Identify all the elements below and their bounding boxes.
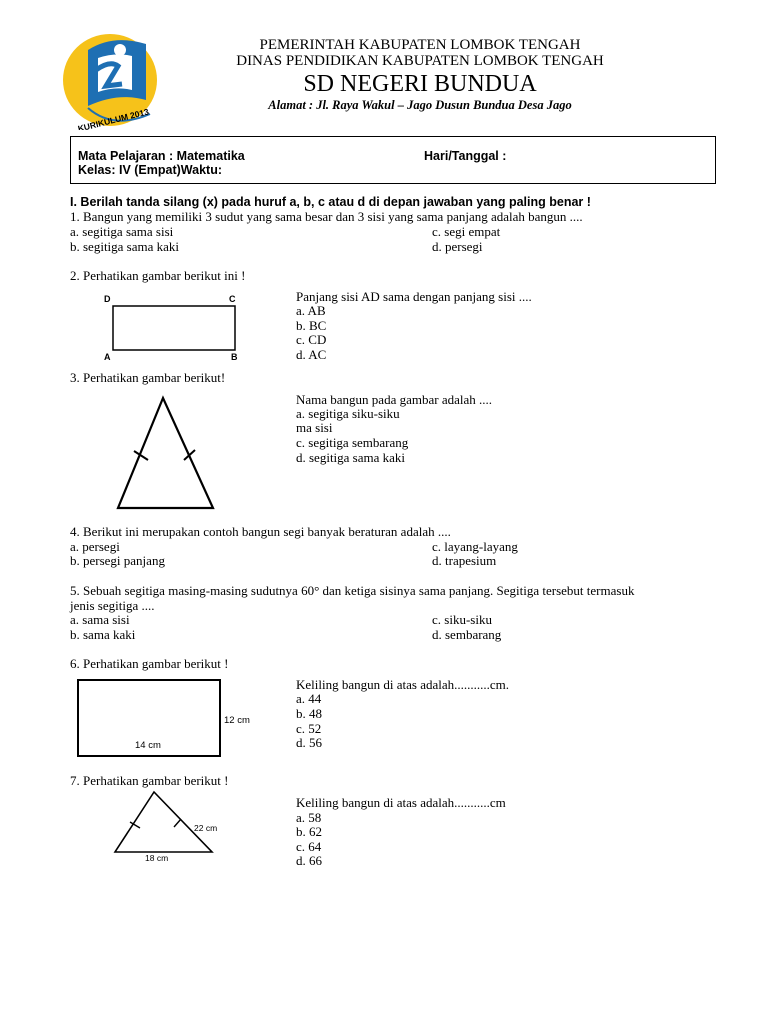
- q5-option-a: a. sama sisi: [70, 612, 130, 627]
- q2-prompt: Panjang sisi AD sama dengan panjang sisi ....: [296, 289, 532, 304]
- q2-option-a: a. AB: [296, 303, 326, 318]
- q7-side-label: 22 cm: [194, 823, 218, 833]
- q1-option-b: b. segitiga sama kaki: [70, 239, 180, 254]
- q7-option-b: b. 62: [296, 824, 322, 839]
- q6-option-d: d. 56: [296, 735, 322, 750]
- kurikulum-2013-logo: [58, 30, 160, 130]
- q7-option-c: c. 64: [296, 839, 322, 854]
- q3-option-b: ma sisi: [296, 420, 333, 435]
- q1-option-d: d. persegi: [432, 239, 483, 254]
- school-address: Alamat : Jl. Raya Wakul – Jago Dusun Bundua Desa Jago: [268, 98, 572, 112]
- q2-rectangle-figure: [100, 292, 250, 362]
- q3-option-d: d. segitiga sama kaki: [296, 450, 406, 465]
- day-date-label: Hari/Tanggal :: [424, 149, 507, 163]
- header-line-2: DINAS PENDIDIKAN KABUPATEN LOMBOK TENGAH: [236, 53, 604, 69]
- q5-option-c: c. siku-siku: [432, 612, 492, 627]
- q7-prompt: Keliling bangun di atas adalah...........cm: [296, 795, 506, 810]
- instruction: I. Berilah tanda silang (x) pada huruf a, b, c atau d di depan jawaban yang paling benar !: [70, 195, 591, 209]
- q6-width-label: 14 cm: [135, 740, 161, 751]
- q7-option-d: d. 66: [296, 853, 322, 868]
- q2-option-b: b. BC: [296, 318, 327, 333]
- q4-option-d: d. trapesium: [432, 553, 497, 568]
- q3-option-c: c. segitiga sembarang: [296, 435, 409, 450]
- q4-option-a: a. persegi: [70, 539, 120, 554]
- svg-text:KURIKULUM 2013: KURIKULUM 2013: [76, 106, 150, 130]
- q1-option-a: a. segitiga sama sisi: [70, 224, 174, 239]
- question-4: 4. Berikut ini merupakan contoh bangun segi banyak beraturan adalah ....: [70, 524, 451, 539]
- q7-option-a: a. 58: [296, 810, 322, 825]
- q6-height-label: 12 cm: [224, 715, 250, 726]
- q4-option-c: c. layang-layang: [432, 539, 518, 554]
- q1-option-c: c. segi empat: [432, 224, 501, 239]
- question-5-cont: jenis segitiga ....: [70, 598, 155, 613]
- q2-vertex-a: A: [104, 352, 111, 362]
- question-3: 3. Perhatikan gambar berikut!: [70, 370, 226, 385]
- q4-option-b: b. persegi panjang: [70, 553, 165, 568]
- question-5: 5. Sebuah segitiga masing-masing sudutnya 60° dan ketiga sisinya sama panjang. Segitiga tersebut termasuk: [70, 583, 635, 598]
- class-time-label: Kelas: IV (Empat)Waktu:: [78, 163, 223, 177]
- q2-option-d: d. AC: [296, 347, 327, 362]
- q6-prompt: Keliling bangun di atas adalah...........cm.: [296, 677, 510, 692]
- header-line-1: PEMERINTAH KABUPATEN LOMBOK TENGAH: [259, 37, 581, 53]
- q2-option-c: c. CD: [296, 332, 327, 347]
- q3-option-a: a. segitiga siku-siku: [296, 406, 400, 421]
- school-name: SD NEGERI BUNDUA: [303, 71, 537, 97]
- question-6: 6. Perhatikan gambar berikut !: [70, 656, 229, 671]
- question-1: 1. Bangun yang memiliki 3 sudut yang sama besar dan 3 sisi yang sama panjang adalah bangun ....: [70, 209, 583, 224]
- subject-label: Mata Pelajaran : Matematika: [78, 149, 245, 163]
- q5-option-b: b. sama kaki: [70, 627, 136, 642]
- q6-option-c: c. 52: [296, 721, 322, 736]
- q7-base-label: 18 cm: [145, 853, 169, 863]
- q6-option-a: a. 44: [296, 691, 322, 706]
- q6-option-b: b. 48: [296, 706, 322, 721]
- q2-vertex-c: C: [229, 294, 236, 304]
- q2-vertex-d: D: [104, 294, 111, 304]
- q3-prompt: Nama bangun pada gambar adalah ....: [296, 392, 493, 407]
- question-7: 7. Perhatikan gambar berikut !: [70, 773, 229, 788]
- q3-isosceles-triangle-figure: [110, 392, 220, 514]
- question-2: 2. Perhatikan gambar berikut ini !: [70, 268, 246, 283]
- q2-vertex-b: B: [231, 352, 238, 362]
- q5-option-d: d. sembarang: [432, 627, 502, 642]
